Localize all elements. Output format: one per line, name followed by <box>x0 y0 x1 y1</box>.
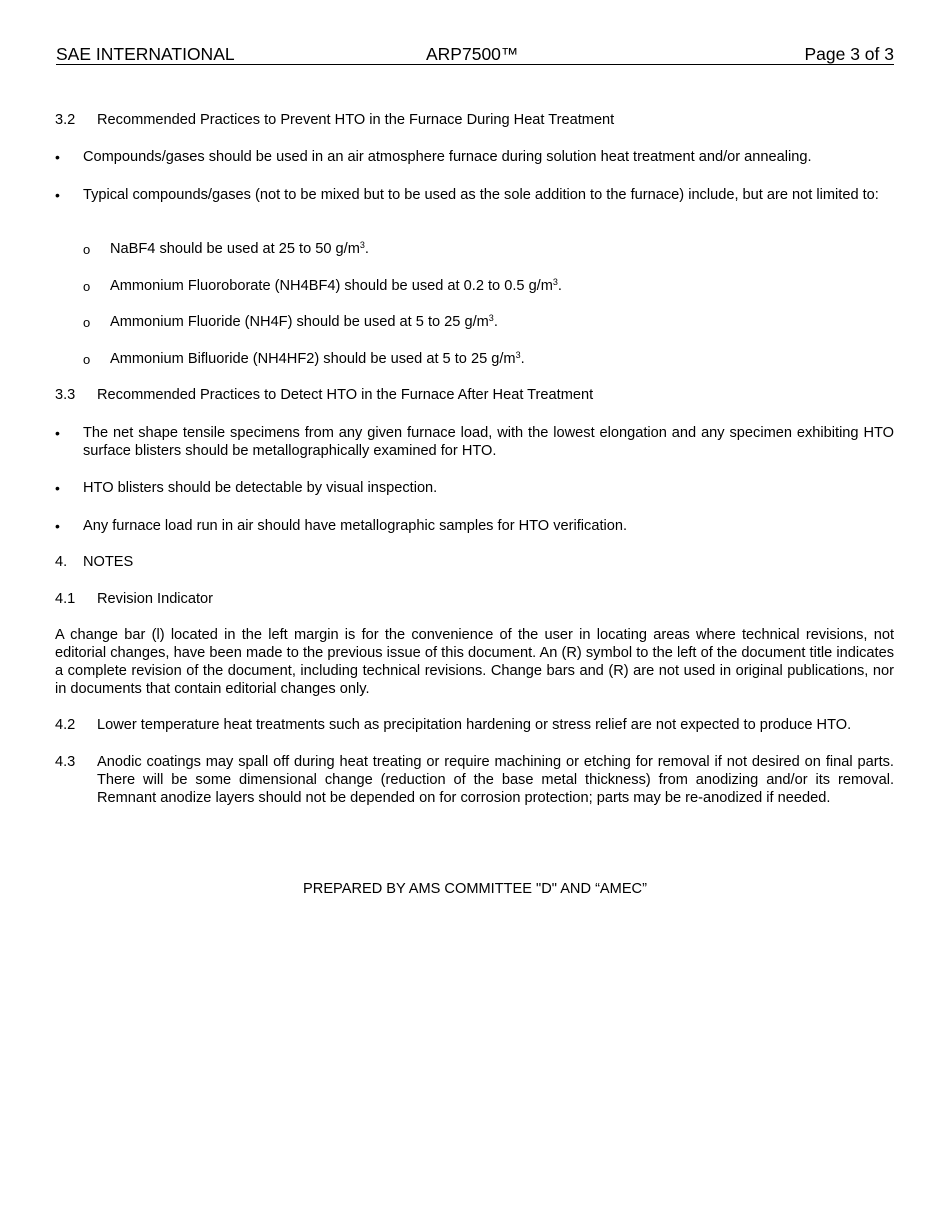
bullet-icon: • <box>55 425 60 441</box>
section-4-3-text: Anodic coatings may spall off during heat treating or require machining or etching for removal if not desired on final parts. There will be some dimensional change (reduction of the base metal thickness) from anodizing and/or its removal. Remnant anodize layers should not be depended on for corrosion protection; parts may be re-anodized if needed. <box>97 754 894 806</box>
section-3-2-title: Recommended Practices to Prevent HTO in the Furnace During Heat Treatment <box>97 112 615 128</box>
sub-list-item: Ammonium Fluoroborate (NH4BF4) should be used at 0.2 to 0.5 $g/m^3$. <box>110 277 562 294</box>
list-item: HTO blisters should be detectable by visual inspection. <box>83 480 438 496</box>
list-item: Compounds/gases should be used in an air atmosphere furnace during solution heat treatment and/or annealing. <box>83 149 812 165</box>
sub-bullet-icon: o <box>83 315 91 330</box>
section-4-2-number: 4.2 <box>55 717 76 733</box>
sub-list-item: NaBF4 should be used at 25 to 50 $g/m^3$. <box>110 240 369 257</box>
bullet-icon: • <box>55 149 60 165</box>
header-doc-number: ARP7500™ <box>426 44 519 64</box>
section-4-3-number: 4.3 <box>55 754 76 770</box>
section-4-1-title: Revision Indicator <box>97 591 213 607</box>
page-header <box>56 44 894 65</box>
bullet-icon: • <box>55 480 60 496</box>
header-page-number: Page 3 of 3 <box>804 44 894 64</box>
section-4-1-number: 4.1 <box>55 591 76 607</box>
bullet-icon: • <box>55 187 60 203</box>
section-3-3-number: 3.3 <box>55 387 76 403</box>
sub-bullet-icon: o <box>83 279 91 294</box>
sub-bullet-icon: o <box>83 352 91 367</box>
sub-bullet-icon: o <box>83 242 91 257</box>
section-4-2-text: Lower temperature heat treatments such as precipitation hardening or stress relief are not expected to produce HTO. <box>97 717 852 733</box>
sub-list-item: Ammonium Bifluoride (NH4HF2) should be used at 5 to 25 $g/m^3$. <box>110 350 525 367</box>
section-4-number: 4. <box>55 554 68 570</box>
header-org: SAE INTERNATIONAL <box>56 44 235 64</box>
list-item: Typical compounds/gases (not to be mixed but to be used as the sole addition to the furnace) include, but are not limited to: <box>83 187 879 203</box>
section-3-3-title: Recommended Practices to Detect HTO in the Furnace After Heat Treatment <box>97 387 594 403</box>
section-4-title: NOTES <box>83 554 134 570</box>
section-3-2-number: 3.2 <box>55 112 76 128</box>
prepared-by-footer: PREPARED BY AMS COMMITTEE "D" AND “AMEC” <box>303 881 647 897</box>
bullet-icon: • <box>55 518 60 534</box>
list-item: The net shape tensile specimens from any given furnace load, with the lowest elongation and any specimen exhibiting HTO surface blisters should be metallographically examined for HTO. <box>83 425 894 459</box>
revision-indicator-paragraph: A change bar (l) located in the left margin is for the convenience of the user in locating areas where technical revisions, not editorial changes, have been made to the previous issue of this document. An (R) symbol to the left of the document title indicates a complete revision of the document, including technical revisions. Change bars and (R) are not used in original publications, nor in documents that contain editorial changes only. <box>55 627 894 697</box>
list-item: Any furnace load run in air should have metallographic samples for HTO verification. <box>83 518 628 534</box>
sub-list-item: Ammonium Fluoride (NH4F) should be used at 5 to 25 $g/m^3$. <box>110 313 498 330</box>
